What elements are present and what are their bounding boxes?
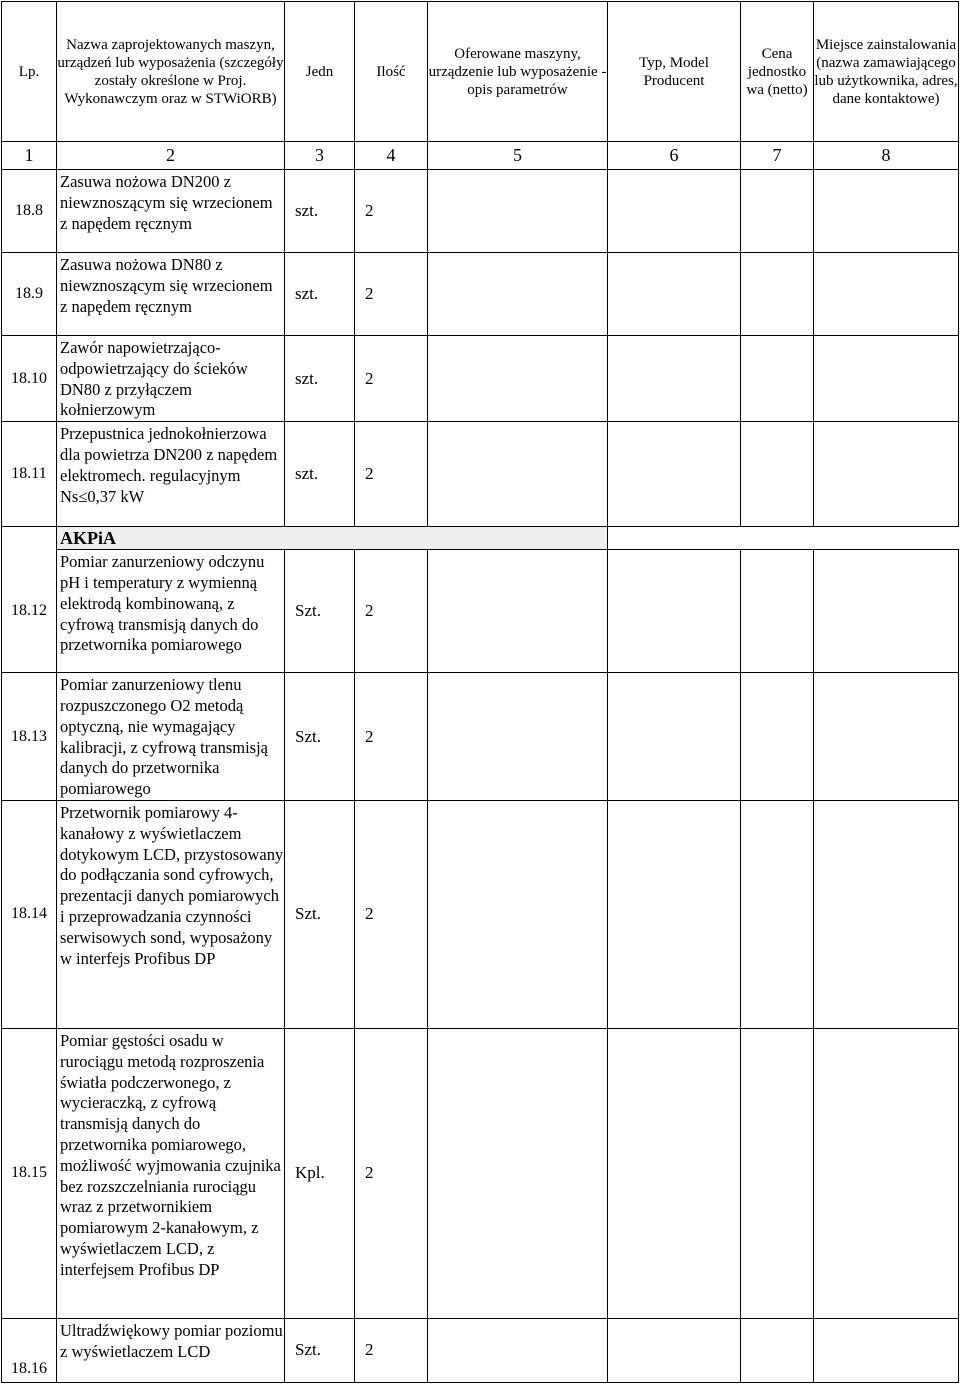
row-name: Zawór napowietrzająco-odpowietrzający do ścieków DN80 z przyłączem kołnierzowym bbox=[57, 336, 285, 422]
column-number: 7 bbox=[741, 142, 814, 170]
row-ilosc: 2 bbox=[355, 1028, 428, 1318]
row-ilosc: 2 bbox=[355, 253, 428, 336]
offered-cell[interactable] bbox=[428, 673, 608, 801]
row-jedn: Kpl. bbox=[285, 1028, 355, 1318]
price-cell[interactable] bbox=[741, 1028, 814, 1318]
row-lp: 18.15 bbox=[2, 1028, 57, 1318]
row-name: Przepustnica jednokołnierzowa dla powietrza DN200 z napędem elektromech. regulacyjnym Ns≤0,37 kW bbox=[57, 422, 285, 527]
row-lp: 18.8 bbox=[2, 170, 57, 253]
row-lp: 18.9 bbox=[2, 253, 57, 336]
header-cena: Cena jednostko wa (netto) bbox=[741, 2, 814, 142]
model-cell[interactable] bbox=[608, 800, 741, 1028]
offered-cell[interactable] bbox=[428, 253, 608, 336]
price-cell[interactable] bbox=[741, 336, 814, 422]
table-row bbox=[2, 422, 959, 527]
row-lp: 18.14 bbox=[2, 800, 57, 1028]
column-number: 1 bbox=[2, 142, 57, 170]
table-row bbox=[2, 1318, 959, 1382]
location-cell[interactable] bbox=[814, 550, 959, 673]
price-cell[interactable] bbox=[741, 170, 814, 253]
location-cell[interactable] bbox=[814, 170, 959, 253]
table-row bbox=[2, 1028, 959, 1318]
row-lp: 18.11 bbox=[2, 422, 57, 527]
price-cell[interactable] bbox=[741, 422, 814, 527]
row-name: Ultradźwiękowy pomiar poziomu z wyświetlaczem LCD bbox=[57, 1318, 285, 1382]
price-cell[interactable] bbox=[741, 550, 814, 673]
model-cell[interactable] bbox=[608, 1028, 741, 1318]
row-jedn: Szt. bbox=[285, 673, 355, 801]
header-miejsce: Miejsce zainstalowania (nazwa zamawiającego lub użytkownika, adres, dane kontaktowe) bbox=[814, 2, 959, 142]
row-ilosc: 2 bbox=[355, 1318, 428, 1382]
header-name: Nazwa zaprojektowanych maszyn, urządzeń lub wyposażenia (szczegóły zostały określone w Proj. Wykonawczym oraz w STWiORB) bbox=[57, 2, 285, 142]
model-cell[interactable] bbox=[608, 336, 741, 422]
row-jedn: szt. bbox=[285, 253, 355, 336]
column-number: 8 bbox=[814, 142, 959, 170]
row-lp: 18.12 bbox=[2, 550, 57, 673]
location-cell[interactable] bbox=[814, 336, 959, 422]
column-number: 2 bbox=[57, 142, 285, 170]
row-ilosc: 2 bbox=[355, 550, 428, 673]
offered-cell[interactable] bbox=[428, 170, 608, 253]
column-number: 6 bbox=[608, 142, 741, 170]
row-ilosc: 2 bbox=[355, 170, 428, 253]
location-cell[interactable] bbox=[814, 422, 959, 527]
offered-cell[interactable] bbox=[428, 1318, 608, 1382]
header-typ: Typ, Model Producent bbox=[608, 2, 741, 142]
price-cell[interactable] bbox=[741, 1318, 814, 1382]
offered-cell[interactable] bbox=[428, 800, 608, 1028]
header-lp: Lp. bbox=[2, 2, 57, 142]
model-cell[interactable] bbox=[608, 253, 741, 336]
row-lp: 18.16 bbox=[2, 1318, 57, 1382]
price-cell[interactable] bbox=[741, 253, 814, 336]
model-cell[interactable] bbox=[608, 422, 741, 527]
section-label: AKPiA bbox=[57, 527, 608, 550]
row-name: Zasuwa nożowa DN200 z niewznoszącym się wrzecionem z napędem ręcznym bbox=[57, 170, 285, 253]
column-numbers-row bbox=[2, 142, 959, 170]
location-cell[interactable] bbox=[814, 800, 959, 1028]
offered-cell[interactable] bbox=[428, 336, 608, 422]
header-oferowane: Oferowane maszyny, urządzenie lub wyposażenie - opis parametrów bbox=[428, 2, 608, 142]
location-cell[interactable] bbox=[814, 253, 959, 336]
row-jedn: Szt. bbox=[285, 1318, 355, 1382]
model-cell[interactable] bbox=[608, 550, 741, 673]
model-cell[interactable] bbox=[608, 170, 741, 253]
model-cell[interactable] bbox=[608, 673, 741, 801]
row-jedn: Szt. bbox=[285, 800, 355, 1028]
row-name: Pomiar zanurzeniowy odczynu pH i temperatury z wymienną elektrodą kombinowaną, z cyfrową transmisją danych do przetwornika pomiarowego bbox=[57, 550, 285, 673]
model-cell[interactable] bbox=[608, 1318, 741, 1382]
table-row bbox=[2, 800, 959, 1028]
location-cell[interactable] bbox=[814, 673, 959, 801]
column-number: 4 bbox=[355, 142, 428, 170]
row-jedn: szt. bbox=[285, 336, 355, 422]
table-row bbox=[2, 336, 959, 422]
offered-cell[interactable] bbox=[428, 550, 608, 673]
row-lp: 18.13 bbox=[2, 673, 57, 801]
row-lp: 18.10 bbox=[2, 336, 57, 422]
row-jedn: Szt. bbox=[285, 550, 355, 673]
row-name: Pomiar zanurzeniowy tlenu rozpuszczonego O2 metodą optyczną, nie wymagający kalibracji, z cyfrową transmisją danych do przetwornika pomiarowego bbox=[57, 673, 285, 801]
table-row bbox=[2, 253, 959, 336]
row-jedn: szt. bbox=[285, 422, 355, 527]
column-number: 5 bbox=[428, 142, 608, 170]
row-name: Zasuwa nożowa DN80 z niewznoszącym się wrzecionem z napędem ręcznym bbox=[57, 253, 285, 336]
price-cell[interactable] bbox=[741, 800, 814, 1028]
table-row bbox=[2, 550, 959, 673]
offered-cell[interactable] bbox=[428, 422, 608, 527]
location-cell[interactable] bbox=[814, 1318, 959, 1382]
row-ilosc: 2 bbox=[355, 800, 428, 1028]
column-number: 3 bbox=[285, 142, 355, 170]
table-row bbox=[2, 170, 959, 253]
row-ilosc: 2 bbox=[355, 336, 428, 422]
row-ilosc: 2 bbox=[355, 422, 428, 527]
header-jedn: Jedn bbox=[285, 2, 355, 142]
header-ilosc: Ilość bbox=[355, 2, 428, 142]
price-cell[interactable] bbox=[741, 673, 814, 801]
location-cell[interactable] bbox=[814, 1028, 959, 1318]
row-name: Przetwornik pomiarowy 4-kanałowy z wyświetlaczem dotykowym LCD, przystosowany do podłączania sond cyfrowych, prezentacji danych pomiarowych i przeprowadzania czynności serwisowych sond, wyposażony w interfejs Profibus DP bbox=[57, 800, 285, 1028]
offer-table bbox=[1, 1, 959, 1383]
row-name: Pomiar gęstości osadu w rurociągu metodą rozproszenia światła podczerwonego, z wycieraczką, z cyfrową transmisją danych do przetwornika pomiarowego, możliwość wyjmowania czujnika bez rozszczelniania rurociągu wraz z przetwornikiem pomiarowym 2-kanałowym, z wyświetlaczem LCD, z interfejsem Profibus DP bbox=[57, 1028, 285, 1318]
offered-cell[interactable] bbox=[428, 1028, 608, 1318]
row-ilosc: 2 bbox=[355, 673, 428, 801]
row-jedn: szt. bbox=[285, 170, 355, 253]
section-row bbox=[2, 527, 959, 550]
table-row bbox=[2, 673, 959, 801]
